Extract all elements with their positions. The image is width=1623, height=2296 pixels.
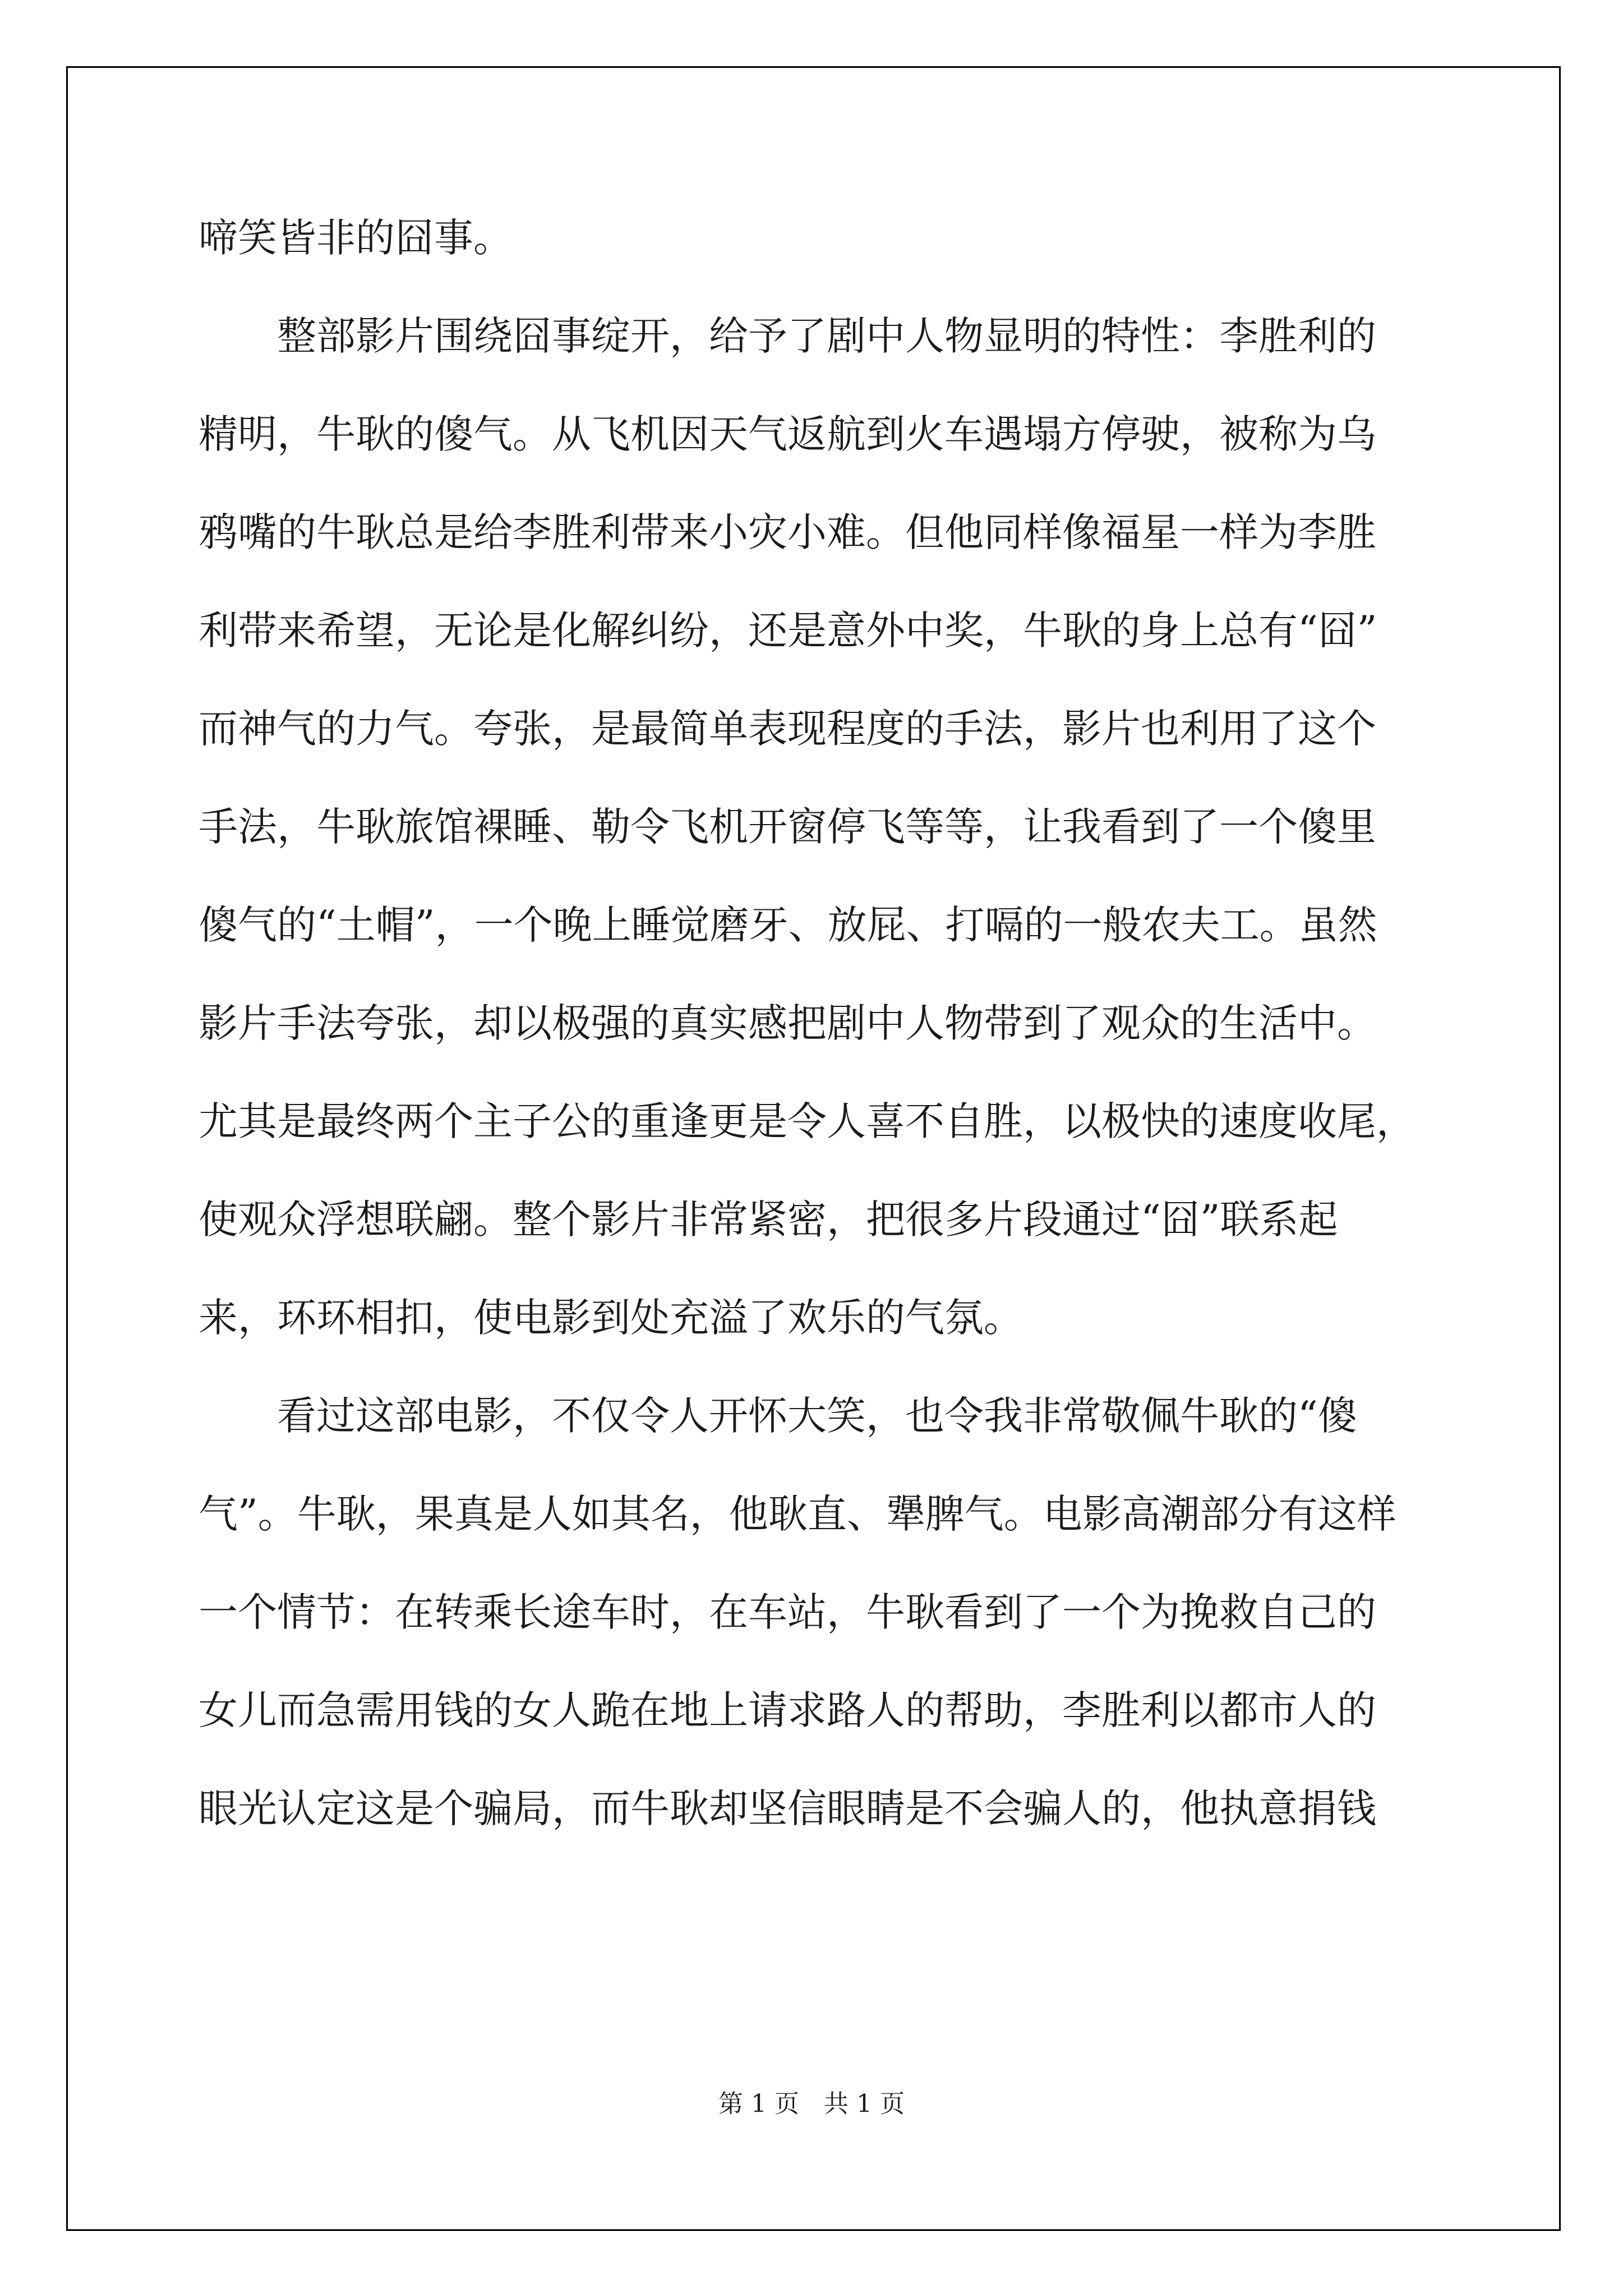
text-line-3: 精明，牛耿的傻气。从飞机因天气返航到火车遇塌方停驶，被称为乌 — [199, 411, 1376, 457]
text-line-4: 鸦嘴的牛耿总是给李胜利带来小灾小难。但他同样像福星一样为李胜 — [199, 509, 1376, 555]
text-line-14: 气”。牛耿，果真是人如其名，他耿直、犟脾气。电影高潮部分有这样 — [199, 1491, 1396, 1537]
text-line-12: 来，环环相扣，使电影到处充溢了欢乐的气氛。 — [199, 1295, 1023, 1341]
text-line-16: 女儿而急需用钱的女人跪在地上请求路人的帮助，李胜利以都市人的 — [199, 1687, 1376, 1733]
text-line-10: 尤其是最终两个主子公的重逢更是令人喜不自胜，以极快的速度收尾， — [199, 1098, 1415, 1144]
text-line-15: 一个情节：在转乘长途车时，在车站，牛耿看到了一个为挽救自己的 — [199, 1589, 1376, 1635]
text-line-6: 而神气的力气。夸张，是最简单表现程度的手法，影片也利用了这个 — [199, 706, 1376, 752]
text-line-7: 手法，牛耿旅馆裸睡、勒令飞机开窗停飞等等，让我看到了一个傻里 — [199, 804, 1376, 850]
page-number-footer: 第 1 页 共 1 页 — [718, 2090, 905, 2118]
text-line-9: 影片手法夸张，却以极强的真实感把剧中人物带到了观众的生活中。 — [199, 1000, 1376, 1046]
text-line-1: 啼笑皆非的囧事。 — [199, 215, 513, 261]
text-line-2: 整部影片围绕囧事绽开，给予了剧中人物显明的特性：李胜利的 — [199, 313, 1376, 359]
text-line-5: 利带来希望，无论是化解纠纷，还是意外中奖，牛耿的身上总有“囧” — [199, 608, 1377, 654]
text-line-13: 看过这部电影，不仅令人开怀大笑，也令我非常敬佩牛耿的“傻 — [199, 1393, 1357, 1439]
text-line-17: 眼光认定这是个骗局，而牛耿却坚信眼睛是不会骗人的，他执意捐钱 — [199, 1786, 1376, 1832]
text-line-8: 傻气的“土帽”，一个晚上睡觉磨牙、放屁、打嗝的一般农夫工。虽然 — [199, 902, 1377, 948]
text-line-11: 使观众浮想联翩。整个影片非常紧密，把很多片段通过“囧”联系起 — [199, 1197, 1338, 1243]
